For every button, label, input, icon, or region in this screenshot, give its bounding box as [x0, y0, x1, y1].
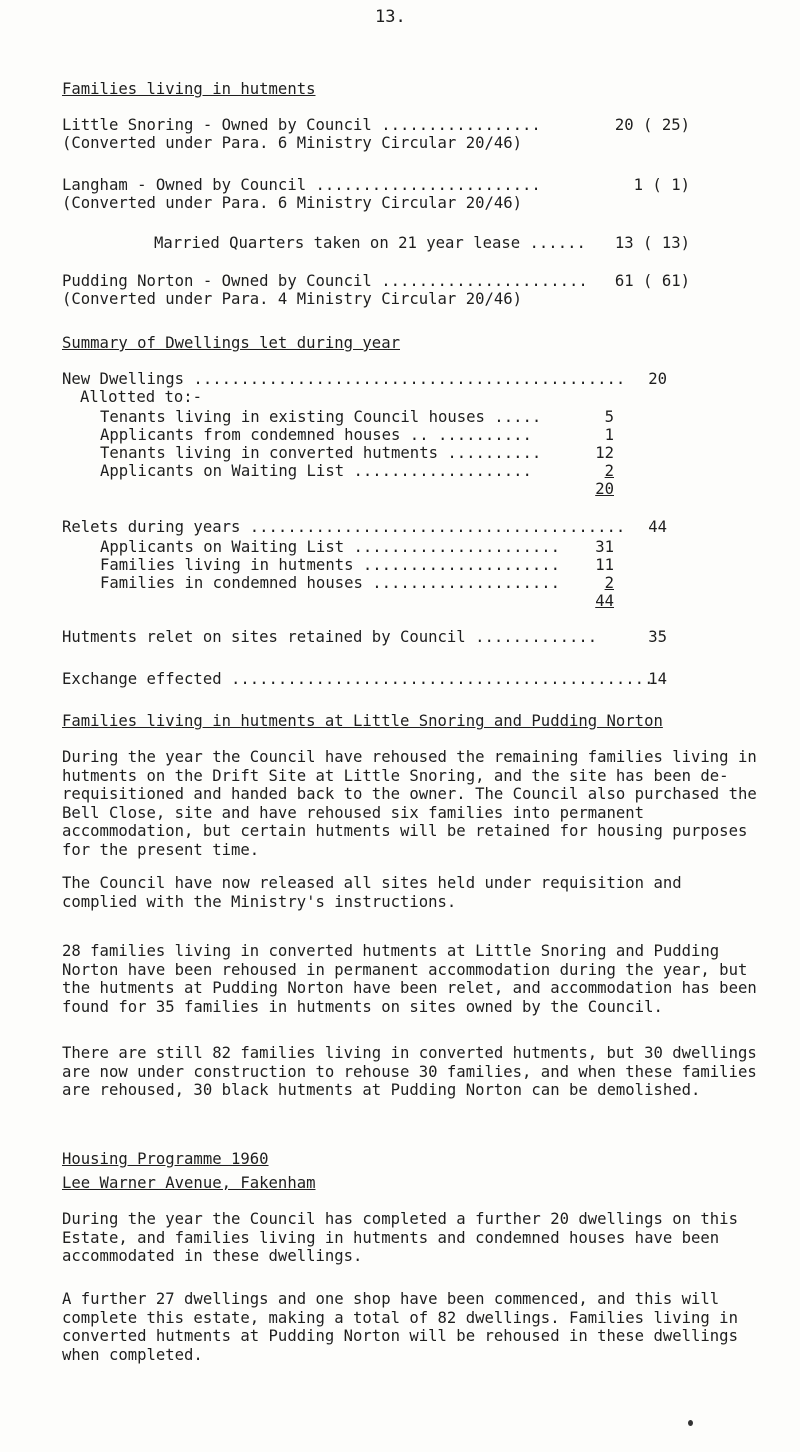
- paragraph: The Council have now released all sites held under requisition and complied with the Ministry's instructions.: [62, 874, 682, 911]
- relets-total: 44: [595, 592, 614, 610]
- hutment-row-line: Little Snoring - Owned by Council .................: [62, 116, 541, 134]
- hutments-relet-label: Hutments relet on sites retained by Council .............: [62, 628, 598, 646]
- exchange-value: 14: [648, 670, 667, 688]
- new-dwellings-label: New Dwellings ..............................................: [62, 370, 626, 388]
- allotted-label: Allotted to:-: [80, 388, 203, 406]
- allotted-total: 20: [595, 480, 614, 498]
- allotted-item-value: 12: [595, 444, 614, 462]
- section-subheading: Lee Warner Avenue, Fakenham: [62, 1174, 316, 1192]
- relets-item-value: 11: [595, 556, 614, 574]
- relets-label: Relets during years ........................................: [62, 518, 626, 536]
- summary-heading: Summary of Dwellings let during year: [62, 334, 400, 352]
- section-heading: Families living in hutments at Little Snoring and Pudding Norton: [62, 712, 663, 730]
- allotted-item-value: 5: [604, 408, 614, 426]
- paragraph: During the year the Council has completed a further 20 dwellings on this Estate, and families living in hutments and condemned houses have been accommodated in these dwellings.: [62, 1210, 738, 1266]
- allotted-item-label: Applicants on Waiting List ...................: [100, 462, 532, 480]
- relets-item-label: Families living in hutments .....................: [100, 556, 561, 574]
- allotted-item-label: Tenants living in converted hutments ..........: [100, 444, 542, 462]
- hutment-row-value: 20 ( 25): [614, 116, 690, 134]
- relets-item-value: 31: [595, 538, 614, 556]
- page-number: 13.: [375, 7, 406, 27]
- hutment-row-note: (Converted under Para. 4 Ministry Circular 20/46): [62, 290, 523, 308]
- relets-item-label: Families in condemned houses ....................: [100, 574, 561, 592]
- allotted-item-value: 1: [604, 426, 614, 444]
- hutment-row-line: Pudding Norton - Owned by Council ......................: [62, 272, 588, 290]
- hutment-row-value: 61 ( 61): [614, 272, 690, 290]
- paragraph: A further 27 dwellings and one shop have been commenced, and this will complete this estate, making a total of 82 dwellings. Families living in converted hutments at Pudding Norton will be rehoused in these dwellings when completed.: [62, 1290, 738, 1364]
- hutment-row-note: (Converted under Para. 6 Ministry Circular 20/46): [62, 134, 523, 152]
- hutment-row-line: Married Quarters taken on 21 year lease ......: [154, 234, 586, 252]
- hutment-row-value: 13 ( 13): [614, 234, 690, 252]
- hutments-heading: Families living in hutments: [62, 80, 316, 98]
- paragraph: 28 families living in converted hutments at Little Snoring and Pudding Norton have been rehoused in permanent accommodation during the year, but the hutments at Pudding Norton have been relet, and accommodation has been found for 35 families in hutments on sites owned by the Council.: [62, 942, 757, 1016]
- speck-mark: [688, 1420, 693, 1426]
- exchange-label: Exchange effected .............................................: [62, 670, 654, 688]
- hutment-row-note: (Converted under Para. 6 Ministry Circular 20/46): [62, 194, 523, 212]
- hutments-relet-value: 35: [648, 628, 667, 646]
- allotted-item-value: 2: [604, 462, 614, 480]
- hutment-row-value: 1 ( 1): [633, 176, 690, 194]
- relets-item-value: 2: [604, 574, 614, 592]
- relets-item-label: Applicants on Waiting List ......................: [100, 538, 561, 556]
- paragraph: During the year the Council have rehoused the remaining families living in hutments on the Drift Site at Little Snoring, and the site has been de-requisitioned and handed back to the owner. The Council also purchased the Bell Close, site and have rehoused six families into permanent accommodation, but certain hutments will be retained for housing purposes for the present time.: [62, 748, 757, 859]
- section-heading: Housing Programme 1960: [62, 1150, 269, 1168]
- relets-value: 44: [648, 518, 667, 536]
- hutment-row-line: Langham - Owned by Council ........................: [62, 176, 541, 194]
- allotted-item-label: Applicants from condemned houses .. ..........: [100, 426, 532, 444]
- paragraph: There are still 82 families living in converted hutments, but 30 dwellings are now under construction to rehouse 30 families, and when these families are rehoused, 30 black hutments at Pudding Norton can be demolished.: [62, 1044, 757, 1100]
- new-dwellings-value: 20: [648, 370, 667, 388]
- allotted-item-label: Tenants living in existing Council houses .....: [100, 408, 542, 426]
